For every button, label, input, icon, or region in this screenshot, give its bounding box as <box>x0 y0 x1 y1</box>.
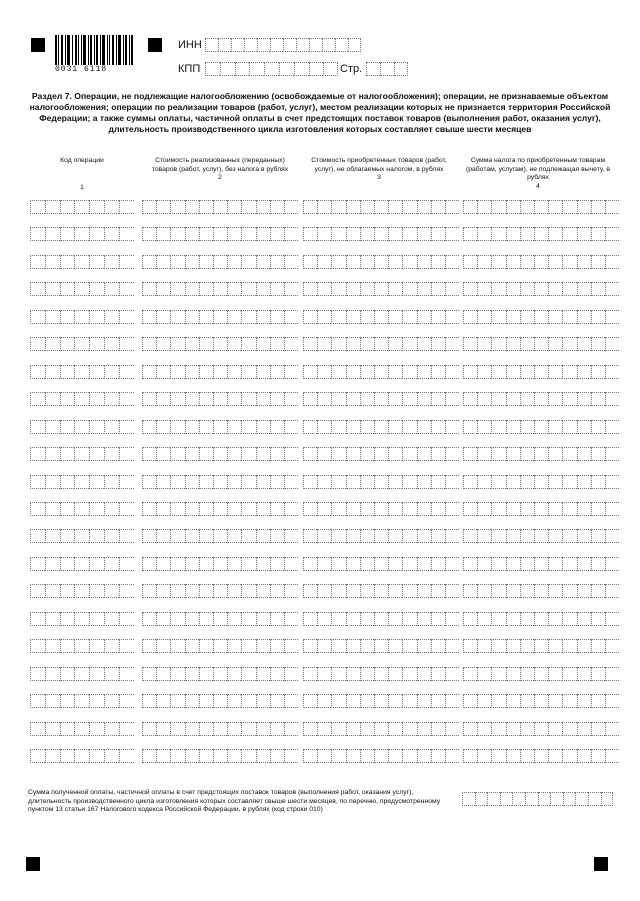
non-deductible-tax-field[interactable] <box>463 310 619 324</box>
table-row <box>30 365 612 379</box>
non-deductible-tax-field[interactable] <box>463 227 619 241</box>
table-row <box>30 694 612 708</box>
sales-value-field[interactable] <box>142 502 298 516</box>
column-4-number: 4 <box>536 182 540 190</box>
operation-code-field[interactable] <box>30 447 134 461</box>
table-row <box>30 667 612 681</box>
purchase-value-field[interactable] <box>303 282 459 296</box>
table-row <box>30 337 612 351</box>
sales-value-field[interactable] <box>142 694 298 708</box>
operation-code-field[interactable] <box>30 639 134 653</box>
operation-code-field[interactable] <box>30 227 134 241</box>
page-number-field[interactable] <box>366 62 408 76</box>
registration-marker-bottom-right <box>594 857 608 871</box>
operation-code-field[interactable] <box>30 749 134 763</box>
column-2-header <box>142 157 298 183</box>
table-row <box>30 612 612 626</box>
operation-code-field[interactable] <box>30 200 134 214</box>
registration-marker-top-right <box>148 38 162 52</box>
table-row <box>30 502 612 516</box>
operation-code-field[interactable] <box>30 337 134 351</box>
non-deductible-tax-field[interactable] <box>463 502 619 516</box>
purchase-value-field[interactable] <box>303 337 459 351</box>
table-row <box>30 749 612 763</box>
sales-value-field[interactable] <box>142 255 298 269</box>
purchase-value-field[interactable] <box>303 502 459 516</box>
column-3-title: Стоимость приобретенных товаров (работ, услуг), не облагаемых налогом, в рублях <box>311 157 447 173</box>
page-label: Стр. <box>340 63 363 75</box>
operation-code-field[interactable] <box>30 557 134 571</box>
section-title: Раздел 7. Операции, не подлежащие налогообложению (освобождаемые от налогообложения); операции, не признаваемые объектом налогообложения; операции по реализации товаров (работ, услуг), местом реализации которых не признается территория Российской Федерации; а также суммы оплаты, частичной оплаты в счет предстоящих поставок товаров (выполнения работ, оказания услуг), длительность производственного цикла изготовления которых составляет свыше шести месяцев <box>29 91 611 134</box>
purchase-value-field[interactable] <box>303 639 459 653</box>
operation-code-field[interactable] <box>30 365 134 379</box>
sales-value-field[interactable] <box>142 337 298 351</box>
table-row <box>30 584 612 598</box>
purchase-value-field[interactable] <box>303 447 459 461</box>
non-deductible-tax-field[interactable] <box>463 612 619 626</box>
non-deductible-tax-field[interactable] <box>463 337 619 351</box>
column-3-header <box>303 157 455 183</box>
sales-value-field[interactable] <box>142 612 298 626</box>
non-deductible-tax-field[interactable] <box>463 420 619 434</box>
operation-code-field[interactable] <box>30 502 134 516</box>
column-2-title: Стоимость реализованных (переданных) товаров (работ, услуг), без налога в рублях <box>151 157 289 173</box>
purchase-value-field[interactable] <box>303 694 459 708</box>
non-deductible-tax-field[interactable] <box>463 584 619 598</box>
non-deductible-tax-field[interactable] <box>463 694 619 708</box>
sales-value-field[interactable] <box>142 557 298 571</box>
sales-value-field[interactable] <box>142 200 298 214</box>
sales-value-field[interactable] <box>142 639 298 653</box>
barcode <box>55 35 133 65</box>
sales-value-field[interactable] <box>142 227 298 241</box>
non-deductible-tax-field[interactable] <box>463 722 619 736</box>
non-deductible-tax-field[interactable] <box>463 667 619 681</box>
purchase-value-field[interactable] <box>303 475 459 489</box>
operation-code-field[interactable] <box>30 667 134 681</box>
purchase-value-field[interactable] <box>303 365 459 379</box>
table-row <box>30 557 612 571</box>
table-row <box>30 310 612 324</box>
non-deductible-tax-field[interactable] <box>463 639 619 653</box>
operation-code-field[interactable] <box>30 694 134 708</box>
non-deductible-tax-field[interactable] <box>463 557 619 571</box>
registration-marker-bottom-left <box>26 857 40 871</box>
non-deductible-tax-field[interactable] <box>463 200 619 214</box>
operation-code-field[interactable] <box>30 722 134 736</box>
operation-code-field[interactable] <box>30 392 134 406</box>
table-row <box>30 227 612 241</box>
inn-label: ИНН <box>178 39 202 51</box>
table-row <box>30 282 612 296</box>
sales-value-field[interactable] <box>142 365 298 379</box>
purchase-value-field[interactable] <box>303 392 459 406</box>
table-row <box>30 255 612 269</box>
column-1-header <box>30 157 134 192</box>
non-deductible-tax-field[interactable] <box>463 255 619 269</box>
barcode-number: 0031 6118 <box>55 65 108 74</box>
footer-line-010-label: Сумма полученной оплаты, частичной оплаты в счет предстоящих поставок товаров (выполнения работ, оказания услуг), длительность производственного цикла изготовления которых составляет свыше шести месяцев, по перечню, предусмотренному пунктом 13 статьи 167 Налогового кодекса Российской Федерации, в рублях (код строки 010) <box>28 789 441 814</box>
purchase-value-field[interactable] <box>303 749 459 763</box>
column-1-number: 1 <box>80 183 84 191</box>
sales-value-field[interactable] <box>142 475 298 489</box>
non-deductible-tax-field[interactable] <box>463 749 619 763</box>
sales-value-field[interactable] <box>142 529 298 543</box>
registration-marker-top-left <box>31 38 45 52</box>
table-row <box>30 420 612 434</box>
table-row <box>30 392 612 406</box>
purchase-value-field[interactable] <box>303 667 459 681</box>
operation-code-field[interactable] <box>30 420 134 434</box>
inn-field[interactable] <box>205 38 361 52</box>
operation-code-field[interactable] <box>30 612 134 626</box>
purchase-value-field[interactable] <box>303 310 459 324</box>
table-row <box>30 447 612 461</box>
non-deductible-tax-field[interactable] <box>463 475 619 489</box>
sales-value-field[interactable] <box>142 282 298 296</box>
column-1-title: Код операции <box>60 157 104 164</box>
purchase-value-field[interactable] <box>303 557 459 571</box>
kpp-label: КПП <box>178 63 201 75</box>
table-row <box>30 639 612 653</box>
purchase-value-field[interactable] <box>303 255 459 269</box>
purchase-value-field[interactable] <box>303 722 459 736</box>
column-3-number: 3 <box>377 174 381 182</box>
sales-value-field[interactable] <box>142 447 298 461</box>
operation-code-field[interactable] <box>30 255 134 269</box>
purchase-value-field[interactable] <box>303 529 459 543</box>
sales-value-field[interactable] <box>142 392 298 406</box>
sales-value-field[interactable] <box>142 584 298 598</box>
non-deductible-tax-field[interactable] <box>463 282 619 296</box>
sales-value-field[interactable] <box>142 667 298 681</box>
table-row <box>30 722 612 736</box>
purchase-value-field[interactable] <box>303 227 459 241</box>
column-4-title: Сумма налога по приобретенным товарам (работам, услугам), не подлежащая вычету, в рублях <box>465 157 611 182</box>
kpp-field[interactable] <box>205 62 338 76</box>
line-010-field[interactable] <box>462 792 613 806</box>
table-row <box>30 529 612 543</box>
purchase-value-field[interactable] <box>303 584 459 598</box>
sales-value-field[interactable] <box>142 722 298 736</box>
sales-value-field[interactable] <box>142 420 298 434</box>
non-deductible-tax-field[interactable] <box>463 447 619 461</box>
operation-code-field[interactable] <box>30 282 134 296</box>
sales-value-field[interactable] <box>142 310 298 324</box>
column-4-header <box>462 157 614 191</box>
purchase-value-field[interactable] <box>303 420 459 434</box>
non-deductible-tax-field[interactable] <box>463 529 619 543</box>
table-row <box>30 475 612 489</box>
operation-code-field[interactable] <box>30 310 134 324</box>
column-2-number: 2 <box>218 174 222 182</box>
purchase-value-field[interactable] <box>303 200 459 214</box>
sales-value-field[interactable] <box>142 749 298 763</box>
operation-code-field[interactable] <box>30 584 134 598</box>
non-deductible-tax-field[interactable] <box>463 392 619 406</box>
operation-code-field[interactable] <box>30 475 134 489</box>
operation-code-field[interactable] <box>30 529 134 543</box>
table-row <box>30 200 612 214</box>
non-deductible-tax-field[interactable] <box>463 365 619 379</box>
purchase-value-field[interactable] <box>303 612 459 626</box>
